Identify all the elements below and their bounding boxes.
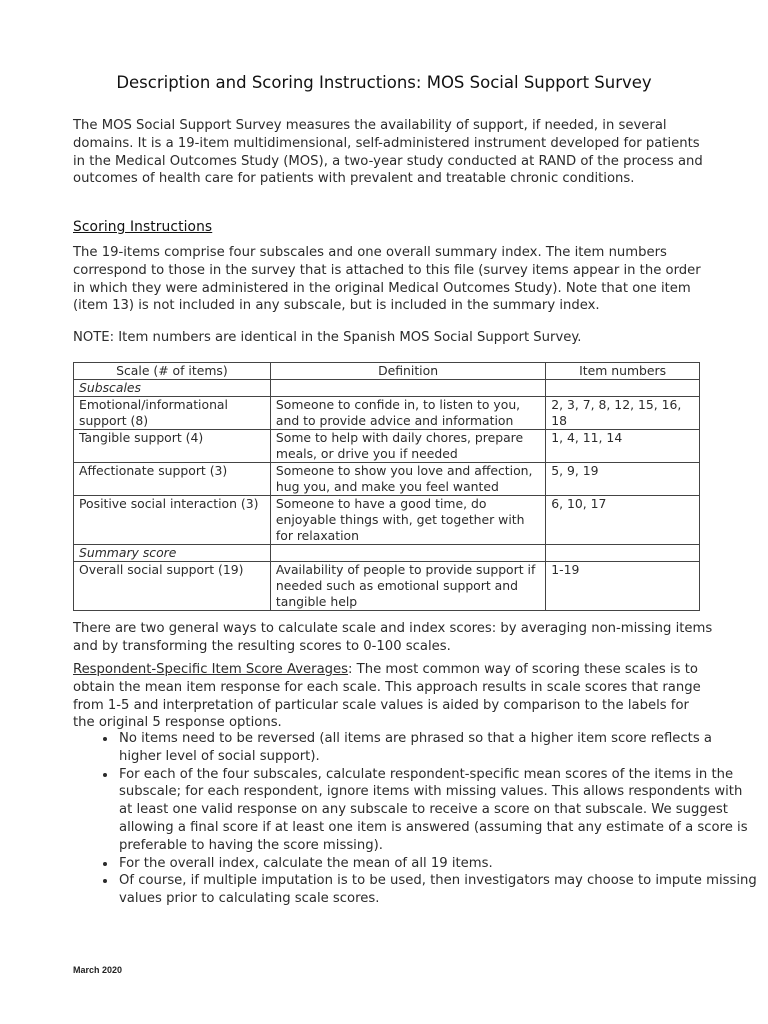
- footer-date: March 2020: [73, 965, 123, 975]
- list-item: • For the overall index, calculate the mean of all 19 items.: [117, 855, 757, 873]
- subscale-table: [73, 362, 700, 611]
- header-scale: Scale (# of items): [74, 363, 271, 380]
- scale-cell: Tangible support (4): [74, 430, 271, 463]
- items-cell: 5, 9, 19: [546, 463, 700, 496]
- scoring-heading: Scoring Instructions: [73, 219, 213, 235]
- list-item: • Of course, if multiple imputation is to be used, then investigators may choose to impute missing values prior to calculating scale scores.: [117, 872, 757, 908]
- list-item: • No items need to be reversed (all items are phrased so that a higher item score reflects a higher level of social support).: [117, 730, 757, 766]
- table-row: [74, 463, 700, 496]
- header-definition: Definition: [270, 363, 545, 380]
- definition-cell: Availability of people to provide support if needed such as emotional support and tangible help: [270, 562, 545, 611]
- table-section-row: [74, 380, 700, 397]
- table-row: [74, 496, 700, 545]
- empty-cell: [546, 380, 700, 397]
- items-cell: 2, 3, 7, 8, 12, 15, 16, 18: [546, 397, 700, 430]
- definition-cell: Some to help with daily chores, prepare meals, or drive you if needed: [270, 430, 545, 463]
- table-row: [74, 397, 700, 430]
- scale-cell: Overall social support (19): [74, 562, 271, 611]
- empty-cell: [546, 545, 700, 562]
- summary-label: Summary score: [74, 545, 271, 562]
- definition-cell: Someone to confide in, to listen to you, and to provide advice and information: [270, 397, 545, 430]
- scoring-paragraph: The 19-items comprise four subscales and one overall summary index. The item numbers correspond to those in the survey that is attached to this file (survey items appear in the order in which they were administered in the original Medical Outcomes Study). Note that one item (item 13) is not included in any subscale, but is included in the summary index.: [73, 245, 701, 314]
- items-cell: 1-19: [546, 562, 700, 611]
- document-title: Description and Scoring Instructions: MOS Social Support Survey: [116, 73, 652, 92]
- scale-cell: Positive social interaction (3): [74, 496, 271, 545]
- table-row: [74, 562, 700, 611]
- empty-cell: [270, 545, 545, 562]
- averages-text: : The most common way of scoring these scales is to obtain the mean item response for each scale. This approach results in scale scores that range from 1-5 and interpretation of particular scale values is aided by comparison to the labels for the original 5 response options.: [73, 662, 701, 731]
- table-row: [74, 430, 700, 463]
- subscales-label: Subscales: [74, 380, 271, 397]
- empty-cell: [270, 380, 545, 397]
- table-header-row: [74, 363, 700, 380]
- items-cell: 1, 4, 11, 14: [546, 430, 700, 463]
- note-paragraph: NOTE: Item numbers are identical in the Spanish MOS Social Support Survey.: [73, 330, 582, 345]
- averages-label: Respondent-Specific Item Score Averages: [73, 662, 349, 677]
- definition-cell: Someone to have a good time, do enjoyable things with, get together with for relaxation: [270, 496, 545, 545]
- list-item: • For each of the four subscales, calculate respondent-specific mean scores of the items in the subscale; for each respondent, ignore items with missing values. This allows respondents with at least one valid response on any subscale to receive a score on that subscale. We suggest allowing a final score if at least one item is answered (assuming that any estimate of a score is preferable to having the score missing).: [117, 766, 757, 855]
- averages-paragraph: [73, 661, 713, 732]
- ways-paragraph: There are two general ways to calculate scale and index scores: by averaging non-missing items and by transforming the resulting scores to 0-100 scales.: [73, 621, 713, 654]
- table-section-row: [74, 545, 700, 562]
- items-cell: 6, 10, 17: [546, 496, 700, 545]
- header-item-numbers: Item numbers: [546, 363, 700, 380]
- instruction-list: [73, 730, 757, 908]
- scale-cell: Emotional/informational support (8): [74, 397, 271, 430]
- intro-paragraph: The MOS Social Support Survey measures the availability of support, if needed, in several domains. It is a 19-item multidimensional, self-administered instrument developed for patients in the Medical Outcomes Study (MOS), a two-year study conducted at RAND of the process and outcomes of health care for patients with prevalent and treatable chronic conditions.: [73, 118, 703, 187]
- definition-cell: Someone to show you love and affection, hug you, and make you feel wanted: [270, 463, 545, 496]
- scale-cell: Affectionate support (3): [74, 463, 271, 496]
